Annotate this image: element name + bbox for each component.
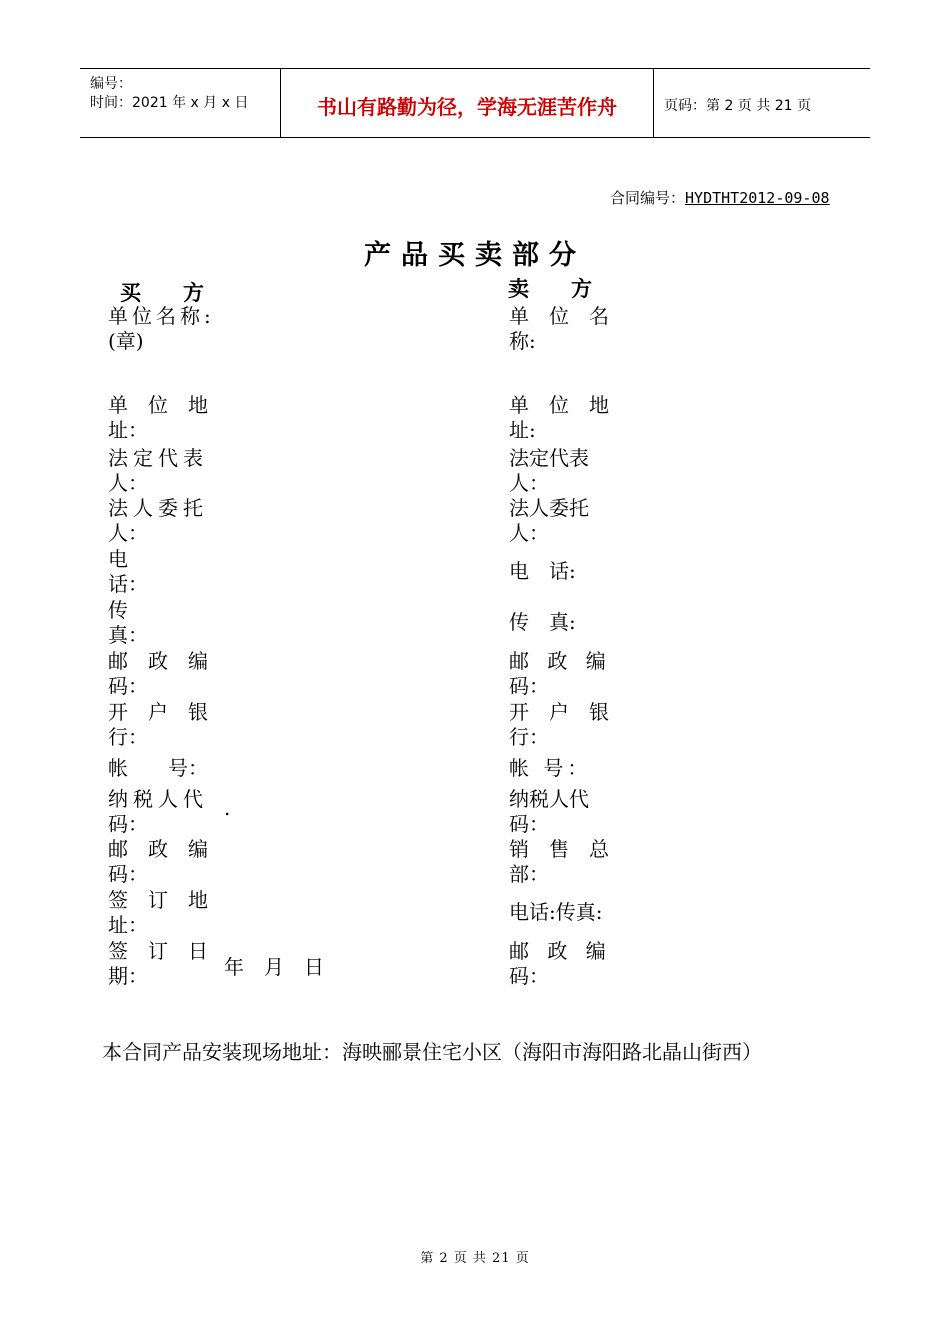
seller-legal-rep-label: 法定代表 bbox=[509, 446, 589, 470]
buyer-postcode2-label-cont: 码： bbox=[108, 862, 148, 886]
buyer-postcode-label-cont: 码： bbox=[108, 674, 148, 698]
buyer-sign-date-label-cont: 期： bbox=[108, 964, 148, 988]
buyer-postcode2-label: 邮 政 编 bbox=[108, 837, 208, 861]
buyer-postcode-label: 邮 政 编 bbox=[108, 649, 208, 673]
buyer-account-field bbox=[108, 756, 208, 781]
buyer-postcode-field bbox=[108, 649, 208, 699]
seller-postcode2-label-cont: 码： bbox=[509, 964, 549, 988]
buyer-address-label: 单 位 地 bbox=[108, 393, 208, 417]
buyer-taxpayer-label: 纳税人代 bbox=[108, 787, 208, 811]
seller-agent-field bbox=[509, 496, 589, 546]
seller-phone-fax-label: 电话:传真: bbox=[509, 900, 603, 924]
buyer-name-label: 单位名称: bbox=[108, 304, 215, 328]
buyer-sign-place-field bbox=[108, 888, 208, 938]
buyer-taxpayer-label-cont: 码： bbox=[108, 812, 148, 836]
header-left-cell bbox=[80, 69, 281, 137]
header-page-cell bbox=[654, 69, 870, 137]
buyer-phone-label-cont: 话： bbox=[108, 572, 148, 596]
page-footer: 第 2 页 共 21 页 bbox=[420, 1251, 530, 1266]
seller-address-label: 单 位 地 bbox=[509, 393, 609, 417]
buyer-legal-rep-label-cont: 人： bbox=[108, 471, 148, 495]
seller-postcode-label-cont: 码： bbox=[509, 674, 549, 698]
buyer-heading: 买 方 bbox=[120, 281, 204, 305]
buyer-bank-label-cont: 行： bbox=[108, 725, 148, 749]
buyer-bank-label: 开 户 银 bbox=[108, 700, 208, 724]
seller-phone-label: 电 话: bbox=[509, 559, 576, 583]
buyer-taxpayer-field bbox=[108, 787, 208, 837]
seller-heading: 卖 方 bbox=[508, 277, 592, 301]
seller-account-label: 帐 号： bbox=[509, 756, 592, 780]
header-table bbox=[80, 68, 870, 138]
seller-agent-label: 法人委托 bbox=[509, 496, 589, 520]
seller-bank-label: 开 户 银 bbox=[509, 700, 609, 724]
document-title: 产品买卖部分 bbox=[364, 240, 586, 271]
contract-number-label: 合同编号： bbox=[610, 189, 686, 207]
seller-legal-rep-label-cont: 人： bbox=[509, 471, 549, 495]
seller-bank-label-cont: 行： bbox=[509, 725, 549, 749]
buyer-agent-label: 法人委托 bbox=[108, 496, 208, 520]
seller-phone-field bbox=[509, 559, 576, 584]
seller-taxpayer-label-cont: 码： bbox=[509, 812, 549, 836]
seller-phone-fax-field bbox=[509, 900, 602, 925]
contract-number bbox=[610, 187, 830, 208]
buyer-name-field bbox=[108, 304, 215, 354]
buyer-fax-label: 传 bbox=[108, 598, 128, 622]
buyer-address-field bbox=[108, 393, 208, 443]
page-info: 页码：第 2 页 共 21 页 bbox=[664, 98, 811, 114]
buyer-postcode2-field bbox=[108, 837, 208, 887]
seller-fax-field bbox=[509, 610, 576, 635]
buyer-seal-label: (章) bbox=[108, 329, 144, 353]
seller-hq-label-cont: 部： bbox=[509, 862, 549, 886]
seller-name-label-cont: 称: bbox=[509, 329, 536, 353]
seller-postcode2-field bbox=[509, 939, 612, 989]
seller-taxpayer-label: 纳税人代 bbox=[509, 787, 589, 811]
seller-address-label-cont: 址: bbox=[509, 418, 536, 442]
buyer-fax-label-cont: 真： bbox=[108, 623, 148, 647]
seller-postcode-field bbox=[509, 649, 612, 699]
buyer-sign-date-label: 签 订 日 bbox=[108, 939, 208, 963]
buyer-phone-field bbox=[108, 547, 148, 597]
seller-hq-label: 销 售 总 bbox=[509, 837, 609, 861]
buyer-sign-date-field bbox=[108, 939, 208, 989]
buyer-address-label-cont: 址： bbox=[108, 418, 148, 442]
buyer-agent-field bbox=[108, 496, 208, 546]
buyer-fax-field bbox=[108, 598, 148, 648]
seller-address-field bbox=[509, 393, 609, 443]
seller-legal-rep-field bbox=[509, 446, 589, 496]
number-label: 编号： bbox=[90, 76, 132, 92]
buyer-agent-label-cont: 人： bbox=[108, 521, 148, 545]
header-motto-cell bbox=[281, 69, 654, 137]
contract-number-value: HYDTHT2012-09-08 bbox=[685, 189, 830, 207]
buyer-phone-label: 电 bbox=[108, 547, 128, 571]
time-label: 时间：2021 年 x 月 x 日 bbox=[90, 95, 249, 111]
seller-name-label: 单 位 名 bbox=[509, 304, 609, 328]
motto: 书山有路勤为径，学海无涯苦作舟 bbox=[317, 95, 617, 119]
seller-hq-field bbox=[509, 837, 609, 887]
buyer-bank-field bbox=[108, 700, 208, 750]
seller-fax-label: 传 真: bbox=[509, 610, 576, 634]
seller-postcode2-label: 邮 政 编 bbox=[509, 939, 612, 963]
seller-name-field bbox=[509, 304, 609, 354]
buyer-sign-date-fill: 年 月 日 bbox=[224, 955, 324, 979]
seller-bank-field bbox=[509, 700, 609, 750]
buyer-account-label: 帐 号： bbox=[108, 756, 208, 780]
buyer-sign-place-label: 签 订 地 bbox=[108, 888, 208, 912]
seller-taxpayer-field bbox=[509, 787, 589, 837]
buyer-sign-place-label-cont: 址： bbox=[108, 913, 148, 937]
stray-dot: . bbox=[224, 796, 231, 820]
seller-postcode-label: 邮 政 编 bbox=[509, 649, 612, 673]
installation-site: 本合同产品安装现场地址：海映郦景住宅小区（海阳市海阳路北晶山街西） bbox=[102, 1040, 762, 1064]
buyer-legal-rep-label: 法定代表 bbox=[108, 446, 208, 470]
seller-account-field bbox=[509, 756, 591, 781]
buyer-legal-rep-field bbox=[108, 446, 208, 496]
seller-agent-label-cont: 人： bbox=[509, 521, 549, 545]
